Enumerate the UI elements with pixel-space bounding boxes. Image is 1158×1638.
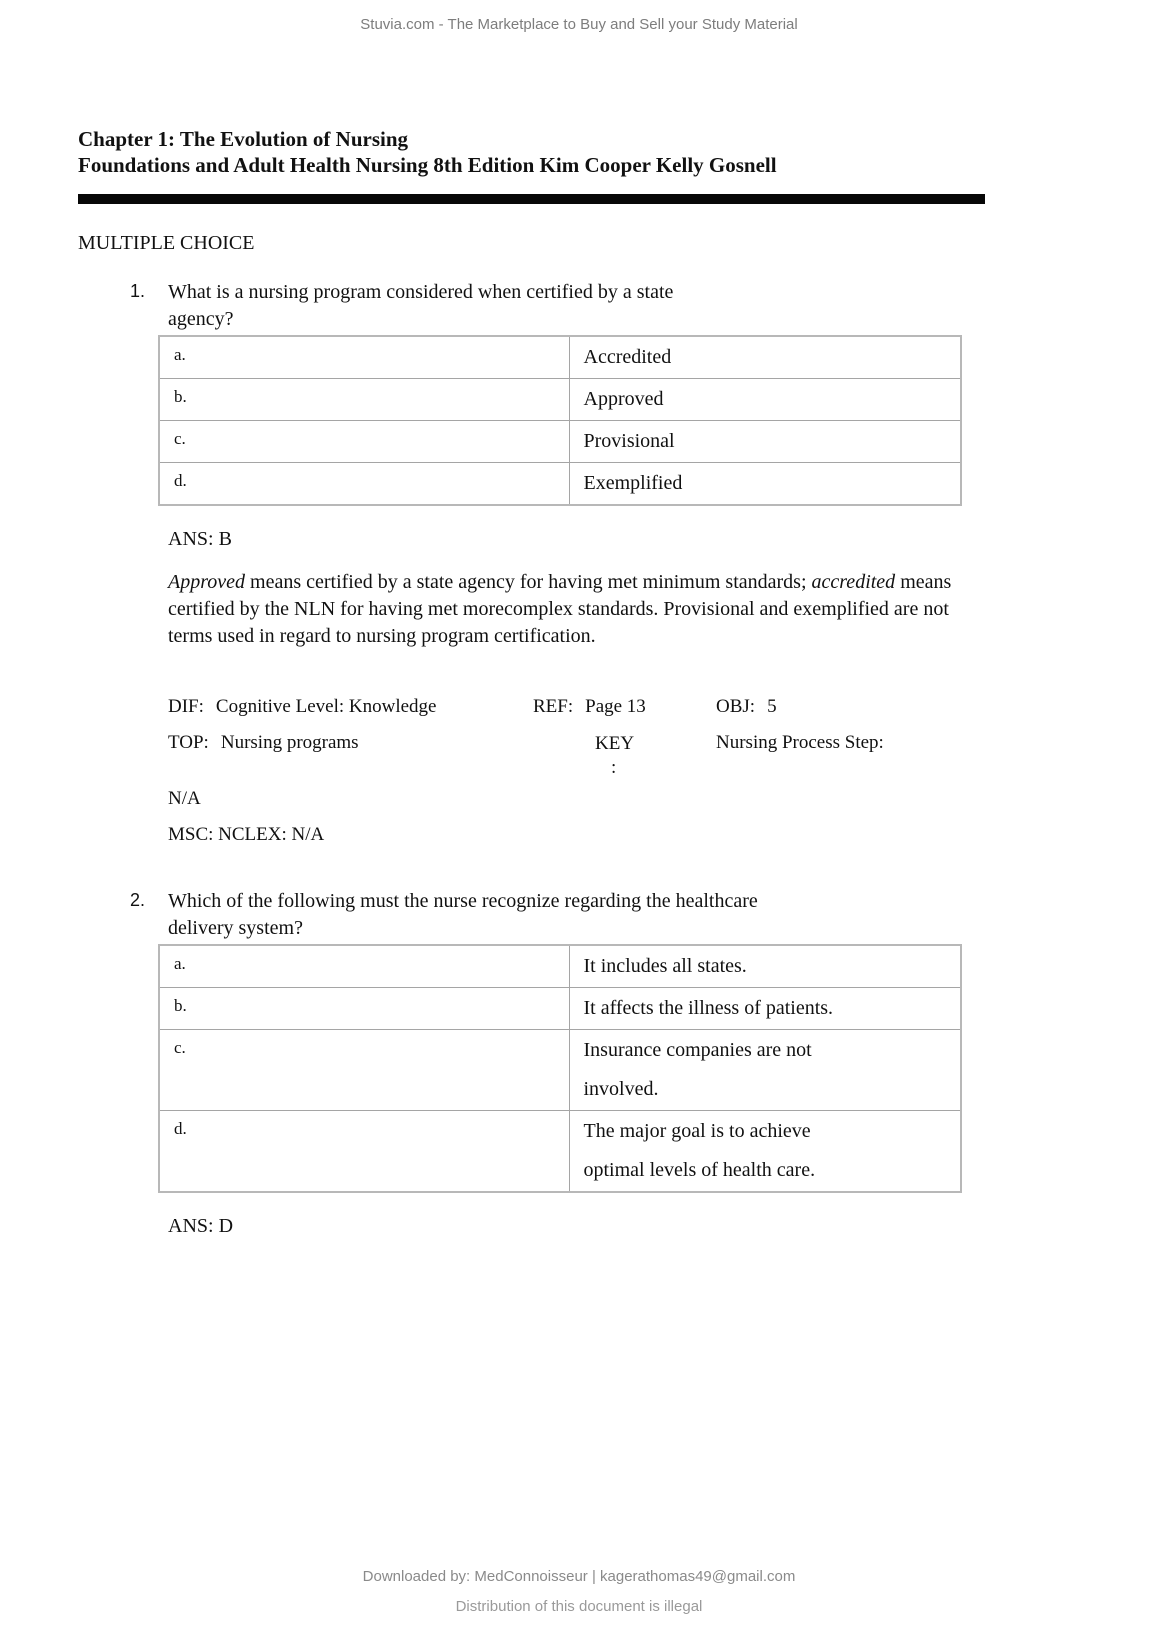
option-text-line: It affects the illness of patients.	[583, 997, 834, 1019]
meta-ref-label: REF:	[533, 696, 574, 717]
question-2-options-table	[158, 944, 962, 1193]
option-row-c	[159, 421, 961, 463]
title-line-2: Foundations and Adult Health Nursing 8th Edition Kim Cooper Kelly Gosnell	[78, 153, 777, 177]
meta-msc: MSC: NCLEX: N/A	[168, 824, 325, 845]
section-heading: MULTIPLE CHOICE	[78, 232, 255, 254]
rationale-italic-term: Approved	[168, 571, 246, 593]
document-title	[78, 126, 985, 178]
footer-downloaded-by: Downloaded by: MedConnoisseur | kagerathomas49@gmail.com	[362, 1568, 796, 1585]
question-2-answer: ANS: D	[168, 1215, 234, 1237]
site-header-line: Stuvia.com - The Marketplace to Buy and Sell your Study Material	[360, 16, 798, 33]
question-1-text-line: agency?	[168, 308, 234, 330]
meta-dif-label: DIF:	[168, 696, 204, 717]
question-1-number: 1.	[130, 281, 146, 301]
option-text	[569, 336, 961, 379]
option-letter: b.	[159, 988, 569, 1030]
meta-obj-label: OBJ:	[716, 696, 756, 717]
question-2-number: 2.	[130, 890, 146, 910]
option-letter: d.	[159, 463, 569, 506]
meta-ref-value: Page 13	[585, 696, 646, 717]
option-text-line: Accredited	[583, 346, 672, 368]
title-line-1: Chapter 1: The Evolution of Nursing	[78, 127, 409, 151]
meta-na: N/A	[168, 788, 201, 809]
meta-top-label: TOP:	[168, 732, 209, 753]
option-text-line: Exemplified	[583, 472, 683, 494]
meta-dif	[168, 696, 533, 718]
meta-dif-value: Cognitive Level: Knowledge	[215, 696, 437, 717]
option-text	[569, 379, 961, 421]
question-2	[78, 888, 985, 942]
option-row-b	[159, 379, 961, 421]
question-2-text	[168, 888, 758, 942]
option-text	[569, 463, 961, 506]
option-row-b	[159, 988, 961, 1030]
question-1-text-line: What is a nursing program considered when certified by a state	[168, 281, 674, 303]
meta-top	[168, 732, 595, 780]
option-row-a	[159, 945, 961, 988]
meta-key-colon: :	[611, 757, 617, 778]
meta-ref	[533, 696, 716, 718]
option-letter: a.	[159, 945, 569, 988]
question-1-text	[168, 279, 673, 333]
option-text-line: Approved	[583, 388, 664, 410]
question-1	[78, 279, 985, 333]
option-row-a	[159, 336, 961, 379]
option-text-line: optimal levels of health care.	[583, 1159, 816, 1181]
option-text	[569, 988, 961, 1030]
option-row-c	[159, 1030, 961, 1111]
option-letter: a.	[159, 336, 569, 379]
question-2-text-line: Which of the following must the nurse recognize regarding the healthcare	[168, 890, 758, 912]
footer-distribution-notice: Distribution of this document is illegal	[455, 1598, 703, 1615]
meta-obj-value: 5	[767, 696, 777, 717]
option-letter: d.	[159, 1111, 569, 1193]
meta-nursing-process-step: Nursing Process Step:	[716, 732, 884, 753]
question-1-answer: ANS: B	[168, 528, 232, 550]
meta-top-value: Nursing programs	[220, 732, 359, 753]
option-text-line: Insurance companies are not	[583, 1039, 812, 1061]
option-text-line: involved.	[583, 1078, 659, 1100]
question-1-meta-row-2	[168, 732, 985, 780]
option-row-d	[159, 1111, 961, 1193]
option-letter: c.	[159, 1030, 569, 1111]
option-text-line: The major goal is to achieve	[583, 1120, 811, 1142]
question-1-rationale	[168, 569, 968, 650]
option-letter: b.	[159, 379, 569, 421]
option-row-d	[159, 463, 961, 506]
option-text	[569, 1030, 961, 1111]
rationale-italic-term: accredited	[811, 571, 896, 593]
page-content	[78, 0, 985, 1238]
option-text-line: Provisional	[583, 430, 675, 452]
meta-key	[595, 732, 716, 780]
question-1-meta-row-1	[168, 696, 985, 718]
option-text	[569, 945, 961, 988]
option-text-line: It includes all states.	[583, 955, 747, 977]
rationale-text: means certified by a state agency for having met minimum standards;	[245, 571, 812, 593]
option-letter: c.	[159, 421, 569, 463]
meta-obj	[716, 696, 777, 718]
question-1-options-table	[158, 335, 962, 506]
question-2-text-line: delivery system?	[168, 917, 303, 939]
title-divider-bar	[78, 194, 985, 204]
option-text	[569, 1111, 961, 1193]
rationale-text: means certified by the NLN for having met morecomplex standards. Provisional and exemplified are not terms used in regard to nursing program certification.	[168, 571, 952, 647]
meta-key-word: KEY	[595, 733, 635, 754]
option-text	[569, 421, 961, 463]
